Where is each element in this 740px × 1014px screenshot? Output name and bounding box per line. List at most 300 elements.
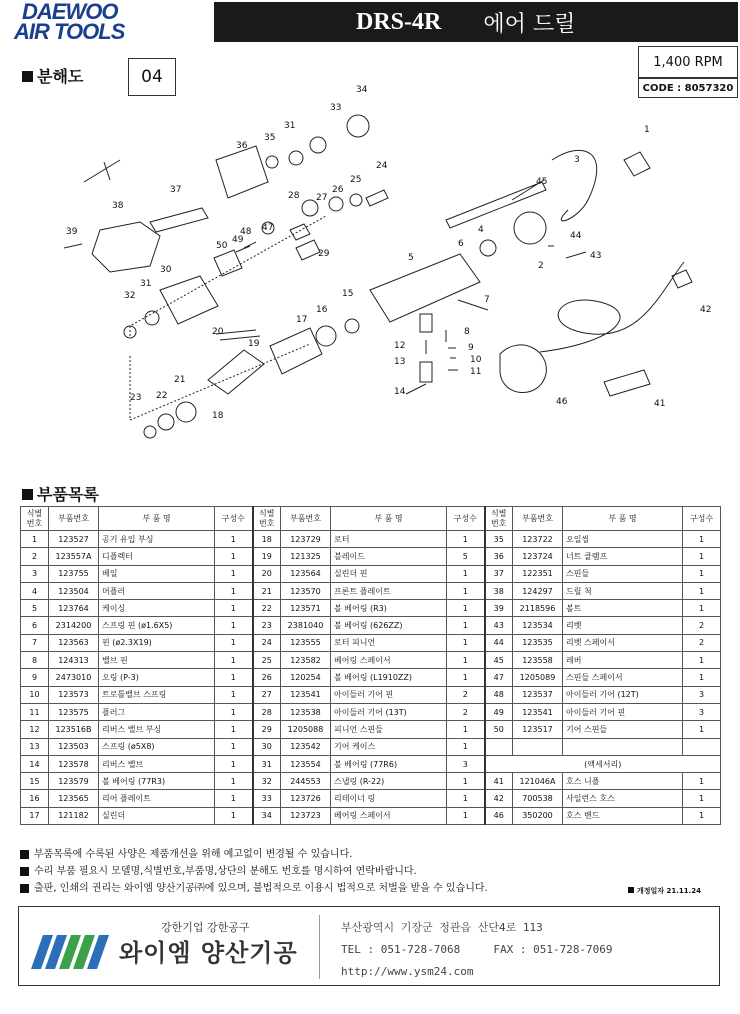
cell-partno: 123582: [281, 652, 331, 669]
diagram-label: 25: [350, 175, 362, 185]
code-box: CODE : 8057320: [638, 78, 738, 98]
bullet-square-icon: [20, 867, 29, 876]
brand-logo: [14, 2, 199, 42]
cell-no: 39: [485, 600, 513, 617]
cell-no: 48: [485, 686, 513, 703]
cell-name: 레버: [563, 652, 683, 669]
parts-table: [20, 506, 721, 825]
cell-name: 아이들러 기어 (13T): [331, 703, 447, 720]
cell-name: 아이들러 기어 핀: [331, 686, 447, 703]
cell-partno: 123578: [49, 755, 99, 772]
cell-qty: 1: [447, 652, 485, 669]
parts-table-body: [21, 531, 721, 825]
cell-no: 19: [253, 548, 281, 565]
cell-no: 16: [21, 790, 49, 807]
bullet-square-icon: [22, 71, 33, 82]
cell-partno: 122351: [513, 565, 563, 582]
cell-name: 실린더: [99, 807, 215, 824]
cell-qty: 1: [683, 721, 721, 738]
cell-name: 스프링 핀 (ø1.6X5): [99, 617, 215, 634]
diagram-label: 30: [160, 265, 172, 275]
table-row: [21, 721, 721, 738]
cell-partno: 120254: [281, 669, 331, 686]
cell-partno: 123557A: [49, 548, 99, 565]
cell-qty: 1: [447, 669, 485, 686]
cell-qty: [683, 738, 721, 755]
diagram-label: 27: [316, 193, 328, 203]
cell-no: 10: [21, 686, 49, 703]
cell-partno: 121182: [49, 807, 99, 824]
diagram-label: 28: [288, 191, 300, 201]
cell-no: [485, 738, 513, 755]
cell-no: 3: [21, 565, 49, 582]
cell-partno: 1205089: [513, 669, 563, 686]
cell-no: 41: [485, 773, 513, 790]
product-name: 에어 드릴: [483, 11, 576, 37]
rotor-part: [208, 350, 264, 394]
diagram-label: 48: [240, 227, 252, 237]
cell-name: 스핀들: [563, 565, 683, 582]
cell-no: 17: [21, 807, 49, 824]
cell-no: 20: [253, 565, 281, 582]
cell-name: 볼 베어링 (77R3): [99, 773, 215, 790]
cell-qty: 1: [683, 652, 721, 669]
page-number: 04: [128, 58, 176, 96]
diagram-label: 8: [464, 327, 470, 337]
diagram-label: 46: [556, 397, 568, 407]
cell-no: 26: [253, 669, 281, 686]
table-row: [21, 738, 721, 755]
cell-partno: 123535: [513, 634, 563, 651]
cell-partno: 123723: [281, 807, 331, 824]
cell-qty: 1: [683, 773, 721, 790]
table-row: [21, 773, 721, 790]
casing-part: [370, 254, 480, 322]
hose-band-part: [500, 345, 546, 393]
cell-no: 44: [485, 634, 513, 651]
cell-name: 아이들러 기어 핀: [563, 703, 683, 720]
note-item: 수리 부품 필요시 모델명,식별번호,부품명,상단의 분해도 번호를 명시하여 연락바랍니다.: [20, 863, 730, 880]
cell-partno: 123516B: [49, 721, 99, 738]
diagram-label: 38: [112, 201, 124, 211]
revision-date: 개정일자 21.11.24: [628, 886, 701, 896]
cell-partno: 123558: [513, 652, 563, 669]
table-row: [21, 634, 721, 651]
diagram-label: 23: [130, 393, 142, 403]
air-inlet-part: [624, 152, 650, 176]
diagram-label: 49: [232, 235, 244, 245]
cell-qty: 1: [215, 669, 253, 686]
diagram-label: 6: [458, 239, 464, 249]
cell-name: 케이싱: [99, 600, 215, 617]
cell-qty: 5: [447, 548, 485, 565]
table-row: [21, 807, 721, 824]
cell-name: 리벳 스페이서: [563, 634, 683, 651]
diagram-label: 1: [644, 125, 650, 135]
cell-no: 18: [253, 531, 281, 548]
cell-qty: 1: [447, 582, 485, 599]
diagram-label: 45: [536, 177, 548, 187]
cell-partno: 2118596: [513, 600, 563, 617]
cell-partno: 2314200: [49, 617, 99, 634]
company-footer: [18, 906, 720, 986]
cell-qty: 1: [683, 600, 721, 617]
cell-qty: 1: [447, 565, 485, 582]
cell-no: 14: [21, 755, 49, 772]
cell-no: 2: [21, 548, 49, 565]
cell-qty: 1: [215, 686, 253, 703]
cell-partno: 123575: [49, 703, 99, 720]
cell-partno: 123563: [49, 634, 99, 651]
notes: [20, 846, 730, 897]
nut-clamp-part: [216, 146, 268, 198]
cell-name: 호스 니플: [563, 773, 683, 790]
cell-name: 트로틀밸브 스프링: [99, 686, 215, 703]
cell-name: 너트 클램프: [563, 548, 683, 565]
cell-name: 공기 유입 부싱: [99, 531, 215, 548]
cell-partno: 123542: [281, 738, 331, 755]
cell-qty: 1: [447, 634, 485, 651]
cell-no: 6: [21, 617, 49, 634]
cell-no: 29: [253, 721, 281, 738]
cell-partno: 124297: [513, 582, 563, 599]
company-name: 와이엠 양산기공: [119, 939, 298, 967]
cell-qty: 1: [447, 600, 485, 617]
brand-line1: DAEWOO: [22, 0, 118, 24]
cell-name: 스냅링 (R-22): [331, 773, 447, 790]
diagram-label: 21: [174, 375, 186, 385]
company-tagline: 강한기업 강한공구: [161, 921, 250, 934]
cell-qty: 1: [215, 738, 253, 755]
cell-qty: 1: [683, 790, 721, 807]
table-row: [21, 548, 721, 565]
cell-qty: 1: [683, 548, 721, 565]
diagram-label: 17: [296, 315, 308, 325]
cell-name: 베어링 스페이서: [331, 807, 447, 824]
cell-no: 9: [21, 669, 49, 686]
diagram-label: 11: [470, 367, 482, 377]
cell-name: 볼 베어링 (77R6): [331, 755, 447, 772]
col-header-partno: 부품번호: [49, 507, 99, 531]
cell-no: 42: [485, 790, 513, 807]
parts-list-title: 부품목록: [22, 482, 99, 505]
cell-partno: 123554: [281, 755, 331, 772]
cell-name: 실린더 핀: [331, 565, 447, 582]
cell-name: 블레이드: [331, 548, 447, 565]
cell-no: 27: [253, 686, 281, 703]
diagram-label: 10: [470, 355, 482, 365]
cell-no: 13: [21, 738, 49, 755]
cell-qty: 1: [447, 807, 485, 824]
gear-case-part: [160, 276, 218, 324]
cell-partno: 123726: [281, 790, 331, 807]
company-address: 부산광역시 기장군 정관읍 산단4로 113: [341, 921, 543, 934]
cell-no: 11: [21, 703, 49, 720]
cell-name: 볼 베어링 (L1910ZZ): [331, 669, 447, 686]
cell-no: 7: [21, 634, 49, 651]
brand-line2: AIR TOOLS: [14, 19, 125, 44]
cell-qty: 1: [215, 565, 253, 582]
cell-partno: 2381040: [281, 617, 331, 634]
cell-partno: 350200: [513, 807, 563, 824]
table-row: [21, 703, 721, 720]
bullet-square-icon: [628, 887, 634, 893]
cell-no: 15: [21, 773, 49, 790]
diagram-label: 44: [570, 231, 582, 241]
diagram-label: 14: [394, 387, 406, 397]
cell-qty: 1: [447, 773, 485, 790]
rpm-box: 1,400 RPM: [638, 46, 738, 78]
cell-name: 베어링 스페이서: [331, 652, 447, 669]
cell-name: 스프링 (ø5X8): [99, 738, 215, 755]
cell-no: 32: [253, 773, 281, 790]
diagram-label: 37: [170, 185, 182, 195]
cell-partno: 1205088: [281, 721, 331, 738]
cell-no: 31: [253, 755, 281, 772]
cell-partno: 700538: [513, 790, 563, 807]
cell-partno: 123571: [281, 600, 331, 617]
cell-no: 22: [253, 600, 281, 617]
cell-qty: 1: [215, 807, 253, 824]
exploded-view-title: 분해도: [22, 64, 83, 87]
cell-no: 50: [485, 721, 513, 738]
cell-partno: 123764: [49, 600, 99, 617]
table-row: [21, 582, 721, 599]
cell-partno: 123755: [49, 565, 99, 582]
col-header-name: 부 품 명: [99, 507, 215, 531]
note-item: 부품목록에 수록된 사양은 제품개선을 위해 예고없이 변경될 수 있습니다.: [20, 846, 730, 863]
cell-qty: 3: [683, 686, 721, 703]
cell-partno: [513, 738, 563, 755]
diagram-label: 24: [376, 161, 388, 171]
diagram-label: 26: [332, 185, 344, 195]
table-row: [21, 531, 721, 548]
cell-name: 스핀들 스페이서: [563, 669, 683, 686]
diagram-label: 32: [124, 291, 136, 301]
cell-qty: 1: [215, 773, 253, 790]
table-row: [21, 790, 721, 807]
col-header-qty: 구성수: [683, 507, 721, 531]
company-url[interactable]: http://www.ysm24.com: [341, 965, 474, 978]
table-row: [21, 686, 721, 703]
cell-name: 플러그: [99, 703, 215, 720]
cell-name: 로터 피니언: [331, 634, 447, 651]
diagram-label: 41: [654, 399, 666, 409]
company-tel: TEL : 051-728-7068: [341, 943, 461, 956]
silencer-hose-part: [540, 262, 684, 352]
cell-partno: 123724: [513, 548, 563, 565]
diagram-label: 36: [236, 141, 248, 151]
cell-name: 기어 케이스: [331, 738, 447, 755]
cell-qty: 1: [683, 669, 721, 686]
table-row: [21, 669, 721, 686]
cell-name: 기어 스핀들: [563, 721, 683, 738]
diagram-label: 20: [212, 327, 224, 337]
cell-qty: 1: [215, 617, 253, 634]
cell-qty: 1: [447, 531, 485, 548]
cell-partno: 121046A: [513, 773, 563, 790]
cell-no: 28: [253, 703, 281, 720]
cell-qty: 1: [215, 634, 253, 651]
cell-qty: 2: [683, 634, 721, 651]
cell-qty: 1: [683, 582, 721, 599]
cell-qty: 2: [447, 686, 485, 703]
cell-no: 30: [253, 738, 281, 755]
col-header-no: 식별 번호: [485, 507, 513, 531]
model-name: DRS-4R: [356, 8, 442, 35]
cell-no: 4: [21, 582, 49, 599]
cell-qty: 1: [215, 703, 253, 720]
cell-name: 오링 (P-3): [99, 669, 215, 686]
diagram-label: 31: [140, 279, 152, 289]
diagram-label: 22: [156, 391, 168, 401]
company-phone-fax: [341, 939, 613, 961]
hose-nipple-accessory-part: [604, 370, 650, 396]
diagram-label: 5: [408, 253, 414, 263]
cell-name: 프론트 플레이트: [331, 582, 447, 599]
bullet-square-icon: [22, 489, 33, 500]
cell-no: 35: [485, 531, 513, 548]
cell-qty: 1: [447, 617, 485, 634]
spindle-part: [150, 208, 208, 232]
diagram-label: 2: [538, 261, 544, 271]
cell-no: 37: [485, 565, 513, 582]
col-header-partno: 부품번호: [513, 507, 563, 531]
cell-no: 45: [485, 652, 513, 669]
accessory-header: (액세서리): [485, 755, 721, 772]
cell-name: 볼 베어링 (R3): [331, 600, 447, 617]
cell-qty: 1: [683, 565, 721, 582]
cell-partno: 244553: [281, 773, 331, 790]
col-header-name: 부 품 명: [331, 507, 447, 531]
company-fax: FAX : 051-728-7069: [493, 943, 613, 956]
cell-qty: 1: [215, 582, 253, 599]
cell-qty: 1: [215, 531, 253, 548]
cell-name: 리벳: [563, 617, 683, 634]
cell-no: 12: [21, 721, 49, 738]
col-header-no: 식별 번호: [253, 507, 281, 531]
cell-no: 24: [253, 634, 281, 651]
company-contact: [341, 917, 613, 983]
diagram-label: 42: [700, 305, 712, 315]
cell-no: 1: [21, 531, 49, 548]
cell-name: 리테이너 링: [331, 790, 447, 807]
cell-partno: 123537: [513, 686, 563, 703]
cell-partno: 123527: [49, 531, 99, 548]
diagram-label: 34: [356, 85, 368, 95]
cell-name: 아이들러 기어 (12T): [563, 686, 683, 703]
cell-partno: 123517: [513, 721, 563, 738]
cell-name: 피니언 스핀들: [331, 721, 447, 738]
cell-no: 25: [253, 652, 281, 669]
cell-name: [563, 738, 683, 755]
diagram-label: 35: [264, 133, 276, 143]
cell-name: 리어 플레이트: [99, 790, 215, 807]
cell-no: 36: [485, 548, 513, 565]
cell-name: 리버스 밸브: [99, 755, 215, 772]
cell-no: 21: [253, 582, 281, 599]
col-header-no: 식별 번호: [21, 507, 49, 531]
hose-nipple-part: [672, 270, 692, 288]
diagram-label: 39: [66, 227, 78, 237]
cell-name: 볼 베어링 (626ZZ): [331, 617, 447, 634]
cell-qty: 1: [215, 721, 253, 738]
cell-partno: 123503: [49, 738, 99, 755]
col-header-qty: 구성수: [215, 507, 253, 531]
cell-partno: 123541: [281, 686, 331, 703]
cell-name: 머플러: [99, 582, 215, 599]
cell-name: 디플렉터: [99, 548, 215, 565]
cell-no: 23: [253, 617, 281, 634]
table-row: [21, 617, 721, 634]
cell-no: 8: [21, 652, 49, 669]
cell-name: 호스 밴드: [563, 807, 683, 824]
diagram-label: 43: [590, 251, 602, 261]
diagram-label: 33: [330, 103, 342, 113]
cell-name: 볼트: [563, 600, 683, 617]
cell-partno: 123541: [513, 703, 563, 720]
table-row: [21, 755, 721, 772]
cell-name: 오일씰: [563, 531, 683, 548]
drill-chuck-part: [92, 222, 160, 272]
table-row: [21, 600, 721, 617]
table-header-row: [21, 507, 721, 531]
diagram-label: 3: [574, 155, 580, 165]
cell-qty: 1: [447, 738, 485, 755]
cell-name: 리버스 밸브 부싱: [99, 721, 215, 738]
footer-divider: [319, 915, 320, 979]
diagram-label: 15: [342, 289, 354, 299]
cell-qty: 2: [447, 703, 485, 720]
cell-partno: 123565: [49, 790, 99, 807]
cell-qty: 1: [215, 600, 253, 617]
bullet-square-icon: [20, 884, 29, 893]
cell-no: 38: [485, 582, 513, 599]
cell-partno: 123729: [281, 531, 331, 548]
cell-qty: 1: [447, 790, 485, 807]
cell-qty: 1: [215, 652, 253, 669]
cell-partno: 124313: [49, 652, 99, 669]
cell-partno: 123504: [49, 582, 99, 599]
cell-partno: 123722: [513, 531, 563, 548]
col-header-name: 부 품 명: [563, 507, 683, 531]
cell-partno: 123570: [281, 582, 331, 599]
table-row: [21, 565, 721, 582]
cell-qty: 2: [683, 617, 721, 634]
cell-qty: 1: [447, 721, 485, 738]
note-item: 출판, 인쇄의 권리는 와이엠 양산기공㈜에 있으며, 불법적으로 이용시 법적으로 처벌을 받을 수 있습니다.: [20, 880, 730, 897]
cell-no: 46: [485, 807, 513, 824]
title-bar: [214, 2, 738, 42]
col-header-qty: 구성수: [447, 507, 485, 531]
cell-partno: 123573: [49, 686, 99, 703]
table-row: [21, 652, 721, 669]
cell-name: 핀 (ø2.3X19): [99, 634, 215, 651]
cell-qty: 1: [215, 790, 253, 807]
cell-no: 47: [485, 669, 513, 686]
cell-partno: 2473010: [49, 669, 99, 686]
diagram-label: 31: [284, 121, 296, 131]
diagram-label: 4: [478, 225, 484, 235]
diagram-label: 13: [394, 357, 406, 367]
cell-name: 베일: [99, 565, 215, 582]
cell-no: 49: [485, 703, 513, 720]
cell-name: 로터: [331, 531, 447, 548]
cell-partno: 123579: [49, 773, 99, 790]
cell-no: 43: [485, 617, 513, 634]
col-header-partno: 부품번호: [281, 507, 331, 531]
diagram-label: 7: [484, 295, 490, 305]
